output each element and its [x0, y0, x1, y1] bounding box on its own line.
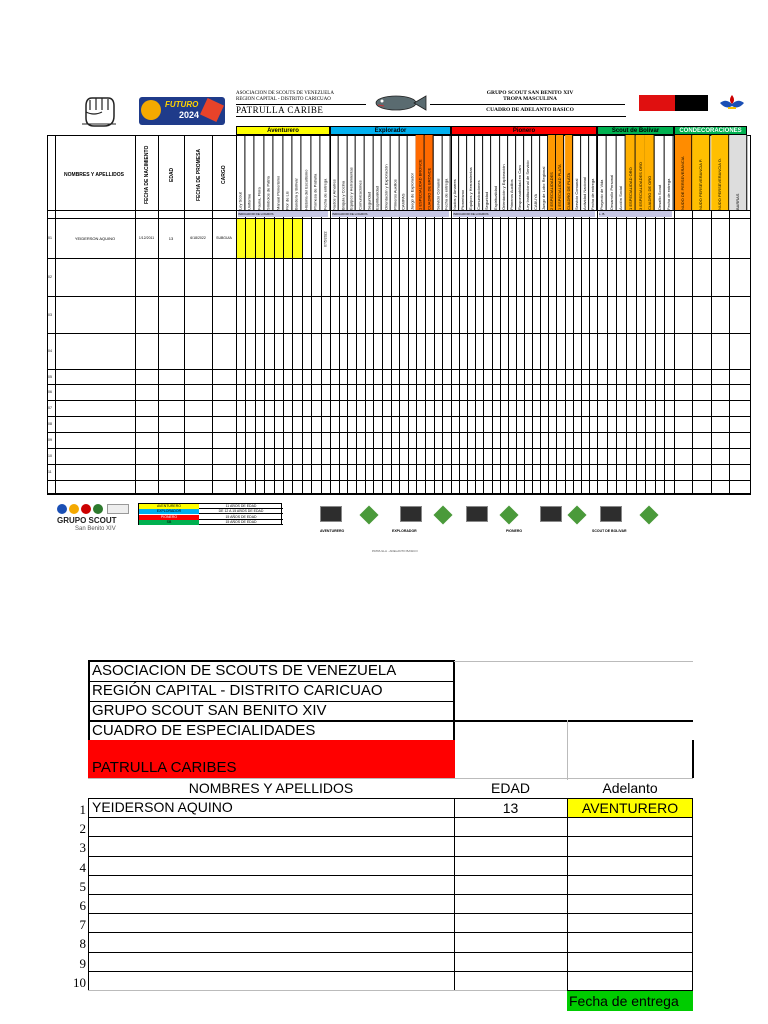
section-note: INDICADOR DE LOGROS	[238, 211, 328, 217]
sheet2-border	[567, 720, 568, 780]
criterion-label: Servicio Comunal	[434, 135, 443, 210]
member-name: YEIDERSON AQUINO	[74, 235, 116, 241]
sheet2-footer-label: Fecha de entrega	[567, 991, 693, 1011]
sheet2-border	[88, 720, 693, 722]
criterion-label: Seguridad	[365, 135, 374, 210]
sheet2-row-line	[88, 913, 693, 914]
sheet2-row-number: 1	[79, 802, 86, 817]
criterion-label: CUADRO DE ORO	[645, 135, 655, 210]
left-col-line	[236, 135, 237, 494]
criterion-label: Responsabilidad en Cam	[516, 135, 524, 210]
grid-row-line	[47, 400, 751, 401]
sheet2-member-age: 13	[502, 799, 519, 816]
section-header-2: Pionero	[451, 126, 597, 135]
sheet2-border	[88, 701, 454, 702]
row-number: 03	[48, 312, 52, 317]
grid-col-line	[245, 218, 246, 258]
legend-row	[139, 509, 283, 514]
grid-col-line	[475, 210, 476, 494]
section-divider	[330, 135, 331, 494]
row-number: 10	[48, 454, 52, 458]
sheet2-row-number: 7	[79, 917, 86, 933]
criterion-label: Fecha de entrega	[664, 135, 674, 210]
criterion-label: Proyecto de Vida	[597, 135, 607, 210]
legend-rank: PIONERO	[139, 515, 199, 520]
criterion-label: Brújula y Cocina	[339, 135, 348, 210]
grid-col-line	[532, 210, 533, 494]
rank-badge-icon	[499, 505, 518, 524]
criterion-label: Ley Institucional de Servicio	[524, 135, 532, 210]
row-number: 08	[48, 422, 52, 426]
rank-badge-icon	[433, 505, 452, 524]
criterion-label: Nudos y Amarres	[451, 135, 459, 210]
criterion-label: NUDO PERSEVERANCIA P.	[692, 135, 710, 210]
criterion-label: 2 ESPECIALIDADES	[548, 135, 556, 210]
name-column-header: NOMBRES Y APELLIDOS	[64, 172, 124, 178]
grid-col-line	[655, 210, 656, 494]
grid-col-line	[581, 210, 582, 494]
rank-badge-label: SCOUT DE BOLIVAR	[592, 529, 627, 533]
grid-row-line	[47, 448, 751, 449]
grid-col-line	[492, 210, 493, 494]
grid-col-line	[516, 210, 517, 494]
grid-col-line	[283, 218, 284, 258]
sheet2-col-line	[692, 798, 693, 990]
section-header-0: Aventurero	[236, 126, 330, 135]
row-number: 04	[48, 349, 52, 353]
member-age: 13	[168, 235, 174, 241]
criterion-label: 3 ESPECIALIDADES ORO	[636, 135, 646, 210]
row-number: 05	[48, 374, 52, 379]
sheet2-row-line	[88, 952, 693, 953]
org-line-2: REGION CAPITAL - DISTRITO CARICUAO	[236, 97, 331, 102]
criterion-label: Pionerismo	[459, 135, 467, 210]
sheet2-border	[453, 660, 455, 740]
grid-col-line	[442, 210, 443, 494]
grid-col-line	[311, 210, 312, 494]
sheet2-row-line	[88, 971, 693, 972]
criterion-label: Bandera y Bolívar	[292, 135, 301, 210]
rank-badge-icon	[639, 505, 658, 524]
grid-col-line	[556, 210, 557, 494]
grid-col-line	[711, 210, 712, 494]
grid-row-line	[47, 464, 751, 465]
grid-col-line	[391, 210, 392, 494]
criterion-label: Servicio Comunal	[573, 135, 581, 210]
rank-badge-icon	[320, 506, 342, 522]
criterion-label: NUDO DE PERSEVERANCIA	[674, 135, 692, 210]
birth-column-header: FECHA DE NACIMIENTO	[144, 145, 150, 205]
criterion-label: Orientación y Exploración	[382, 135, 391, 210]
event-badge-line2: 2024	[179, 110, 200, 120]
sheet2-patrol-name: PATRULLA CARIBES	[92, 759, 237, 776]
criterion-label: Fauna, Flora	[255, 135, 264, 210]
rank-badge-icon	[359, 505, 378, 524]
criterion-label: Promesa de Patrulla	[311, 135, 320, 210]
grid-col-line	[626, 210, 627, 494]
criterion-label: CUADRO DE BRONCE	[425, 135, 434, 210]
rank-badge-label: EXPLORADOR	[392, 529, 417, 533]
member-promise: 6/18/2022	[190, 236, 206, 240]
fish-icon	[370, 94, 428, 112]
section-note: L. B.	[599, 211, 672, 217]
row-number: 02	[48, 275, 52, 279]
left-col-line	[184, 135, 185, 494]
patrol-name: PATRULLA CARIBE	[236, 105, 324, 115]
criterion-label: BARRAS	[729, 135, 747, 210]
criterion-label: 1 ESPECIALIDAD PLATA	[556, 135, 564, 210]
logo-icon-5	[107, 504, 129, 514]
sheet2-row-number: 3	[79, 840, 86, 856]
criterion-label: Fecha de entrega	[321, 135, 330, 210]
sheet2-col-line	[88, 798, 89, 990]
grid-row-line	[47, 416, 751, 417]
criterion-label: Equipos y Herramientas	[467, 135, 475, 210]
sheet2-col-line	[454, 798, 455, 990]
logo-subtext: San Benito XIV	[75, 526, 116, 532]
grid-col-line	[573, 210, 574, 494]
sheet2-row-number: 6	[79, 898, 86, 913]
grid-col-line	[540, 210, 541, 494]
grid-col-line	[274, 218, 275, 258]
sheet2-border	[88, 681, 454, 682]
grid-col-line	[692, 210, 693, 494]
grid-col-line	[347, 210, 348, 494]
age-legend	[138, 503, 282, 525]
sheet2-row-number: 5	[79, 878, 86, 894]
criterion-label: Ley Scout	[236, 135, 245, 210]
grid-col-line	[459, 210, 460, 494]
role-column-header: CARGO	[221, 165, 227, 185]
grid-col-line	[236, 218, 237, 258]
grid-col-line	[365, 210, 366, 494]
member-birth: 1/12/2011	[138, 236, 155, 240]
legend-age: DE 12 A 15 AÑOS DE EDAD	[218, 509, 264, 514]
criterion-label: Flor de Lis	[283, 135, 292, 210]
criterion-label: CUADRO DE PLATA	[565, 135, 573, 210]
criterion-label: Orientación y Exploración	[500, 135, 508, 210]
rank-badge-icon	[567, 505, 586, 524]
rank-badge-icon	[400, 506, 422, 522]
sheet2-heading-3: CUADRO DE ESPECIALIDADES	[92, 722, 316, 739]
sheet2-member-name: YEIDERSON AQUINO	[92, 799, 233, 815]
criterion-label: Actividad Nacional	[581, 135, 589, 210]
entry-date: 07/5/2022	[323, 231, 328, 247]
grid-col-line	[434, 210, 435, 494]
criterion-label: Fecha de entrega	[589, 135, 597, 210]
sheet2-heading-1: REGIÓN CAPITAL - DISTRITO CARICUAO	[92, 682, 383, 699]
sheet2-row-line	[88, 817, 693, 818]
grid-col-line	[373, 210, 374, 494]
legend-age: 15 AÑOS DE EDAD	[225, 520, 257, 525]
grid-col-line	[664, 210, 665, 494]
legend-age: 15 AÑOS DE EDAD	[225, 514, 257, 519]
legend-age: 11 AÑOS DE EDAD	[225, 504, 257, 508]
sheet2-row-number: 9	[79, 955, 86, 971]
group-line-2: TROPA MASCULINA	[503, 96, 557, 102]
grid-col-line	[356, 210, 357, 494]
grid-row-line	[47, 333, 751, 334]
grid-col-line	[589, 210, 590, 494]
criterion-label: 1 ESPECIALIDAD BRONCE	[416, 135, 425, 210]
logo-text: GRUPO SCOUT	[57, 516, 117, 525]
group-line-1: GRUPO SCOUT SAN BENITO XIV	[486, 90, 574, 96]
sheet2-row-line	[88, 798, 693, 799]
sheet2-row-line	[88, 875, 693, 876]
criterion-label: Manual Pionerismo	[274, 135, 283, 210]
criterion-label: CAMPAS	[399, 135, 408, 210]
criterion-label: Primeros Auxilios	[508, 135, 516, 210]
legend-row	[139, 515, 283, 520]
sheet2-age-header: EDAD	[491, 780, 530, 796]
criterion-label: Juego de Explorador	[408, 135, 417, 210]
rocket-icon	[200, 98, 224, 122]
criterion-label: Primeros Auxilios	[391, 135, 400, 210]
sheet2-row-number: 4	[79, 859, 86, 875]
grid-col-line	[339, 210, 340, 494]
criterion-label: Comunicaciones	[475, 135, 483, 210]
grid-row-line	[47, 480, 751, 481]
section-divider	[674, 135, 675, 494]
sheet2-border	[454, 661, 693, 662]
sheet2-row-line	[88, 836, 693, 837]
grid-row-line	[47, 432, 751, 433]
criterion-label: Nudos y Amarres	[330, 135, 339, 210]
grid-col-line	[565, 210, 566, 494]
grid-col-line	[508, 210, 509, 494]
grid-col-line	[292, 218, 293, 258]
logo-icon-1	[57, 504, 67, 514]
criterion-label: Uniforme	[245, 135, 254, 210]
rank-badge-icon	[540, 506, 562, 522]
event-badge-line1: FUTURO	[165, 100, 199, 109]
chart-title: CUADRO DE ADELANTO BASICO	[486, 107, 574, 113]
criterion-label: Fecha de entrega	[442, 135, 451, 210]
sheet2-row-number: 10	[73, 974, 86, 990]
sheet2-border	[88, 660, 90, 740]
member-role: SUBGUIA	[216, 236, 232, 240]
logo-icon-3	[81, 504, 91, 514]
sheet2-border	[88, 990, 567, 991]
legend-rank: SB	[139, 520, 199, 525]
criterion-label: Comunicaciones	[356, 135, 365, 210]
grid-col-line	[399, 210, 400, 494]
org-line-1: ASOCIACION DE SCOUTS DE VENEZUELA	[236, 91, 334, 96]
criterion-label: Espiritualidad	[373, 135, 382, 210]
section-header-1: Explorador	[330, 126, 451, 135]
criterion-label: CABUYA	[532, 135, 540, 210]
rule	[430, 104, 625, 105]
logo-icon-4	[93, 504, 103, 514]
criterion-label: Equipos y Herramientas	[347, 135, 356, 210]
legend-row	[139, 520, 283, 525]
logo-icon-2	[69, 504, 79, 514]
grid-col-line	[483, 210, 484, 494]
grid-col-line	[425, 210, 426, 494]
section-note: INDICADOR DE LOGROS	[453, 211, 595, 217]
age-column-header: EDAD	[169, 167, 175, 183]
sheet2-row-line	[88, 856, 693, 857]
left-col-line	[135, 135, 136, 494]
grid-row-line	[47, 369, 751, 370]
rank-badge-icon	[466, 506, 488, 522]
grid-col-line	[548, 210, 549, 494]
criterion-label: 1 ESPECIALIDAD ORO	[626, 135, 636, 210]
grid-row-line	[47, 494, 751, 495]
criterion-label: Seguridad	[483, 135, 491, 210]
sheet2-row-number: 2	[79, 821, 86, 837]
grid-col-line	[636, 210, 637, 494]
grid-col-line	[255, 218, 256, 258]
section-header-4: CONDECORACIONES	[674, 126, 747, 135]
row-number: 01	[48, 236, 52, 240]
row-number: 09	[48, 438, 52, 442]
sheet2-border	[692, 740, 694, 778]
section-note: INDICADOR DE LOGROS	[332, 211, 449, 217]
criterion-label: Símbolos de Patria	[264, 135, 273, 210]
rank-badge-icon	[600, 506, 622, 522]
sheet2-border	[88, 660, 454, 662]
criterion-label: Juego de Lobo Regional	[540, 135, 548, 210]
grid-col-line	[500, 210, 501, 494]
rank-badge-label: AVENTURERO	[320, 529, 345, 533]
row-number: 11	[48, 470, 52, 474]
fist-logo-icon	[78, 92, 120, 130]
grid-col-line	[408, 210, 409, 494]
sheet2-row-line	[88, 894, 693, 895]
criterion-label: Desafío Scout	[655, 135, 665, 210]
rule	[236, 116, 626, 117]
criterion-label: Desarrollo Personal	[607, 135, 617, 210]
sheet2-col-line	[567, 798, 568, 990]
grid-col-line	[607, 210, 608, 494]
row-number: 07	[48, 406, 52, 410]
grid-col-line	[416, 210, 417, 494]
color-block-red	[639, 95, 675, 111]
criterion-label: Espiritualidad	[492, 135, 500, 210]
section-header-3: Scout de Bolívar	[597, 126, 674, 135]
grid-col-line	[264, 218, 265, 258]
fleur-de-lis-icon	[718, 94, 746, 112]
grid-col-line	[382, 210, 383, 494]
sheet2-row-number: 8	[79, 936, 86, 952]
legend-rank: EXPLORADOR	[139, 509, 199, 514]
criterion-label: NUDO PERSEVERANCIA O.	[711, 135, 729, 210]
rank-badge-label: PIONERO	[506, 529, 523, 533]
left-col-line	[212, 135, 213, 494]
sheet2-heading-2: GRUPO SCOUT SAN BENITO XIV	[92, 702, 327, 719]
grid-row-line	[47, 296, 751, 297]
grid-col-line	[616, 210, 617, 494]
grid-col-line	[729, 210, 730, 494]
grid-col-line	[302, 218, 303, 258]
page-caption: PATRULLA - ADELANTO BASICO	[372, 549, 418, 553]
grid-col-line	[467, 210, 468, 494]
grid-row-line	[47, 258, 751, 259]
grid-header-line	[47, 210, 751, 211]
event-badge-emblem-icon	[141, 100, 161, 120]
grid-col-line	[645, 210, 646, 494]
section-divider	[451, 135, 452, 494]
legend-rank: AVENTURERO	[139, 504, 199, 509]
promise-column-header: FECHA DE PROMESA	[196, 148, 202, 202]
sheet2-member-adv: AVENTURERO	[567, 798, 693, 817]
grid-col-line	[524, 210, 525, 494]
event-badge	[139, 97, 225, 125]
left-col-line	[158, 135, 159, 494]
section-divider	[597, 135, 598, 494]
criterion-label: Historia del Escultismo	[302, 135, 311, 210]
sheet2-adv-header: Adelanto	[602, 780, 658, 796]
row-number: 06	[48, 390, 52, 394]
sheet2-row-line	[88, 932, 693, 933]
sheet2-name-header: NOMBRES Y APELLIDOS	[188, 780, 354, 796]
sheet2-heading-0: ASOCIACION DE SCOUTS DE VENEZUELA	[92, 662, 397, 679]
color-block-black	[675, 95, 708, 111]
criterion-label: Acción Social	[616, 135, 626, 210]
group-logo	[57, 504, 137, 534]
grid-row-line	[47, 384, 751, 385]
